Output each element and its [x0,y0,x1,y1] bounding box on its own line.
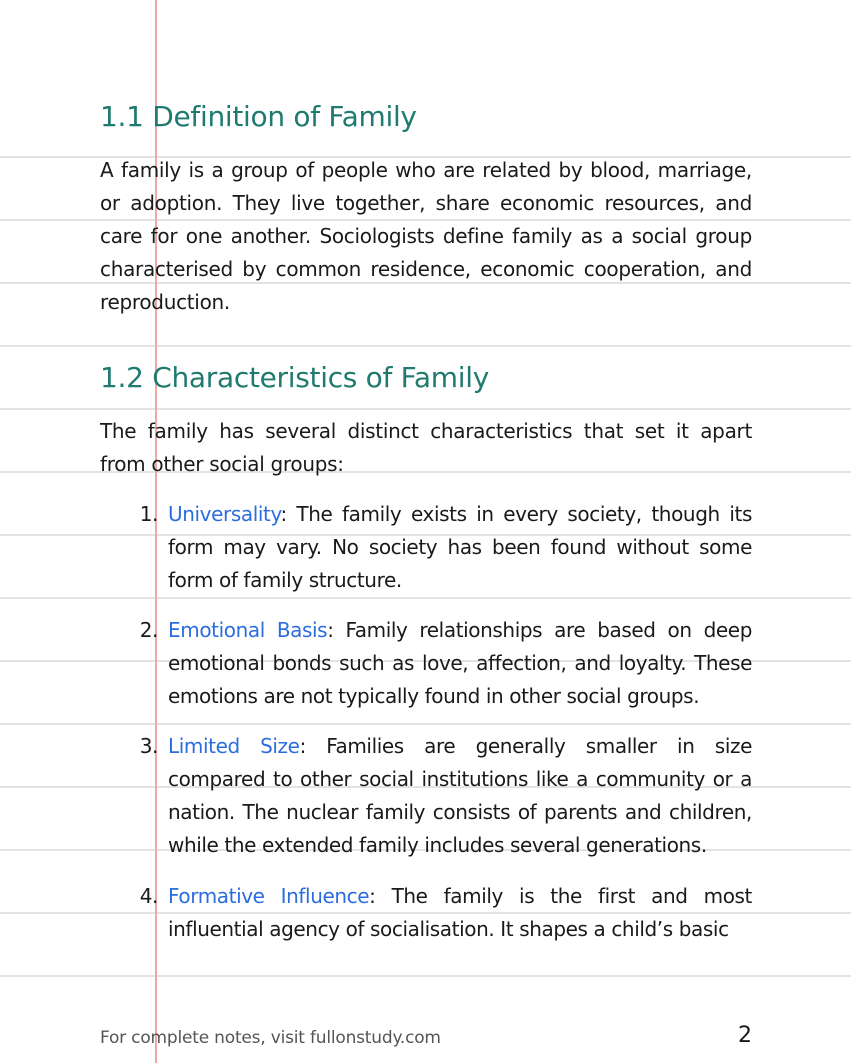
list-item [139,880,752,946]
ruled-line [0,975,851,977]
list-item [139,730,752,862]
list-item-separator: : [369,884,376,908]
ruled-line [0,408,851,410]
list-item-term: Emotional Basis [168,618,328,642]
ruled-line [0,345,851,347]
list-item-term: Universality [168,502,281,526]
list-item-term: Formative Influence [168,884,370,908]
list-item-text: The family is the first and most influential agency of socialisation. It shapes a child’s basic [168,884,752,941]
ruled-line [0,597,851,599]
definition-paragraph: A family is a group of people who are related by blood, marriage, or adoption. They live together, share economic resources, and care for one another. Sociologists define family as a social group characterised by common residence, economic cooperation, and reproduction. [100,158,752,314]
list-item-text: Families are generally smaller in size compared to other social institutions like a community or a nation. The nuclear family consists of parents and children, while the extended family includes several generations. [168,734,752,857]
list-item-number: 1. [139,502,158,526]
list-item-number: 2. [139,618,158,642]
list-item-number: 3. [139,734,158,758]
list-item-text: The family exists in every society, though its form may vary. No society has been found without some form of family structure. [168,502,752,592]
page-number: 2 [738,1023,752,1048]
footer-notes-link-text: For complete notes, visit fullonstudy.com [100,1028,441,1048]
list-item-text: Family relationships are based on deep emotional bonds such as love, affection, and loyalty. These emotions are not typically found in other social groups. [168,618,752,708]
ruled-line [0,723,851,725]
list-item-separator: : [280,502,287,526]
section-heading-characteristics: 1.2 Characteristics of Family [100,361,489,394]
list-item-separator: : [299,734,306,758]
characteristics-intro-paragraph: The family has several distinct characteristics that set it apart from other social groups: [100,419,752,476]
section-heading-definition: 1.1 Definition of Family [100,100,417,133]
list-item-separator: : [327,618,334,642]
list-item [139,498,752,597]
list-item [139,614,752,713]
list-item-term: Limited Size [168,734,300,758]
list-item-number: 4. [139,884,158,908]
